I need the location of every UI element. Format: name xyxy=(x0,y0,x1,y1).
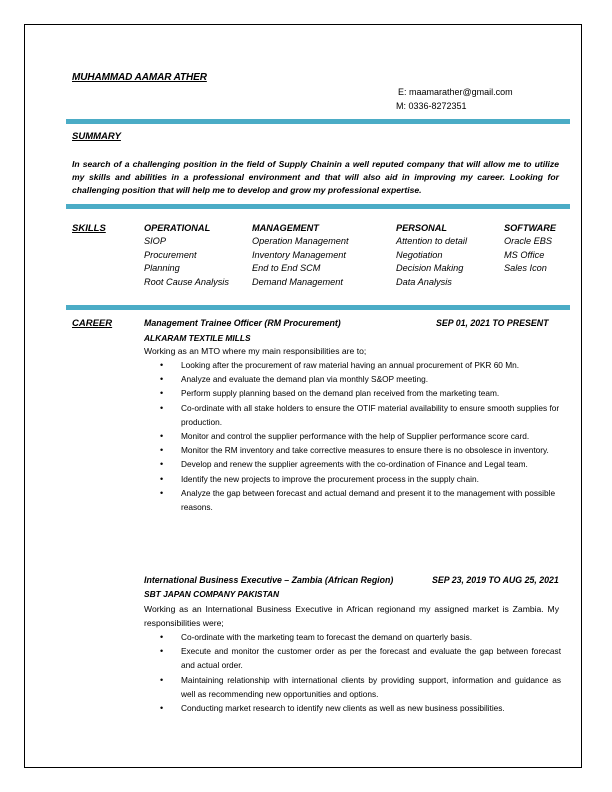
list-item: • Analyze the gap between forecast and actual demand and present it to the management with possible reasons. xyxy=(160,487,556,513)
section-divider xyxy=(66,204,570,209)
skills-column-software xyxy=(504,222,556,276)
skill-item: MS Office xyxy=(504,249,545,260)
skill-item: End to End SCM xyxy=(252,263,321,274)
list-item: • Analyze and evaluate the demand plan via monthly S&OP meeting. xyxy=(160,372,561,386)
responsibility-list xyxy=(160,630,561,715)
list-item: • Co-ordinate with all stake holders to ensure the OTIF material availability to ensure smooth supplies for production. xyxy=(160,402,560,427)
bullet-icon: • xyxy=(160,703,164,714)
list-item: • Monitor the RM inventory and take corrective measures to ensure there is no obsolesce in inventory. xyxy=(160,443,561,457)
company-name: SBT JAPAN COMPANY PAKISTAN xyxy=(144,589,280,599)
bullet-icon: • xyxy=(160,646,164,657)
skills-column-header: MANAGEMENT xyxy=(252,223,319,233)
bullet-icon: • xyxy=(160,674,164,685)
company-name: ALKARAM TEXTILE MILLS xyxy=(144,333,251,343)
candidate-name: MUHAMMAD AAMAR ATHER xyxy=(72,72,207,83)
bullet-icon: • xyxy=(160,374,164,385)
contact-email: E: maamarather@gmail.com xyxy=(398,87,513,97)
job-dates: SEP 01, 2021 TO PRESENT xyxy=(436,318,549,328)
list-item: • Identify the new projects to improve the procurement process in the supply chain. xyxy=(160,472,561,486)
job-title: Management Trainee Officer (RM Procurement) xyxy=(144,318,341,328)
skill-item: Planning xyxy=(144,263,180,274)
bullet-icon: • xyxy=(160,388,164,399)
list-item: • Execute and monitor the customer order as per the forecast and evaluate the gap between forecast and actual order. xyxy=(160,646,561,671)
summary-text: In search of a challenging position in the field of Supply Chainin a well reputed company that will allow me to utilize my skills and abilities in a professional environment and that will also aid in improving my career. Looking for challenging position that will help me to develop and grow my professional expertise. xyxy=(72,159,559,195)
skill-item: Procurement xyxy=(144,249,197,260)
skills-column-operational xyxy=(144,222,229,289)
skill-item: Data Analysis xyxy=(396,276,452,287)
skill-item: Operation Management xyxy=(252,236,349,247)
list-item: • Looking after the procurement of raw material having an annual procurement of PKR 60 Mn. xyxy=(160,358,581,372)
list-item: • Monitor and control the supplier performance with the help of Supplier performance score card. xyxy=(160,429,561,443)
skill-item: Attention to detail xyxy=(396,236,467,247)
career-heading: CAREER xyxy=(72,318,113,329)
list-item: • Develop and renew the supplier agreements with the co-ordination of Finance and Legal team. xyxy=(160,457,561,471)
job-dates: SEP 23, 2019 TO AUG 25, 2021 xyxy=(432,575,559,585)
skill-item: Demand Management xyxy=(252,276,343,287)
job-intro: Working as an MTO where my main responsibilities are to; xyxy=(144,346,367,356)
summary-heading: SUMMARY xyxy=(72,131,121,142)
list-item: • Conducting market research to identify new clients as well as new business possibilities. xyxy=(160,701,561,715)
skill-item: Negotiation xyxy=(396,249,443,260)
skills-heading: SKILLS xyxy=(72,223,106,234)
skills-column-header: PERSONAL xyxy=(396,223,448,233)
section-divider xyxy=(66,305,570,310)
bullet-icon: • xyxy=(160,459,164,470)
skill-item: Sales Icon xyxy=(504,263,547,274)
bullet-icon: • xyxy=(160,360,164,370)
list-item: • Perform supply planning based on the demand plan received from the marketing team. xyxy=(160,386,561,400)
contact-mobile: M: 0336-8272351 xyxy=(396,101,467,111)
list-item: • Co-ordinate with the marketing team to forecast the demand on quarterly basis. xyxy=(160,630,561,644)
job-title: International Business Executive – Zambia (African Region) xyxy=(144,575,394,585)
skills-column-header: OPERATIONAL xyxy=(144,223,211,233)
skills-column-management xyxy=(252,222,349,289)
bullet-icon: • xyxy=(160,632,164,642)
skill-item: Root Cause Analysis xyxy=(144,276,229,287)
skills-column-personal xyxy=(396,222,467,289)
bullet-icon: • xyxy=(160,445,164,456)
skill-item: Oracle EBS xyxy=(504,236,552,247)
responsibility-list xyxy=(160,358,581,514)
skills-column-header: SOFTWARE xyxy=(504,223,557,233)
bullet-icon: • xyxy=(160,487,164,498)
job-intro: Working as an International Business Executive in African regionand my assigned market is Zambia. My responsibilities were; xyxy=(144,604,559,628)
bullet-icon: • xyxy=(160,431,164,442)
bullet-icon: • xyxy=(160,473,164,484)
list-item: • Maintaining relationship with international clients by providing support, information and guidance as well as recommending new opportunities and options. xyxy=(160,674,561,699)
skill-item: SIOP xyxy=(144,236,166,247)
section-divider xyxy=(66,119,570,124)
skill-item: Decision Making xyxy=(396,263,464,274)
skill-item: Inventory Management xyxy=(252,249,346,260)
bullet-icon: • xyxy=(160,402,164,413)
